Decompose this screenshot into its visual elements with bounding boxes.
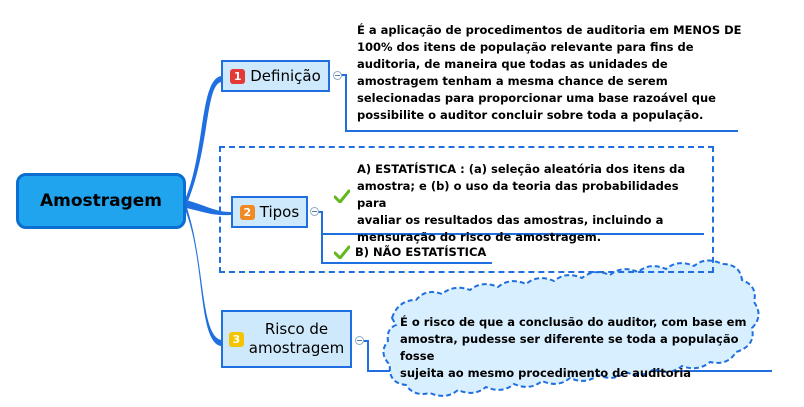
collapse-toggle-icon[interactable] xyxy=(310,207,319,216)
root-topic[interactable] xyxy=(16,173,186,229)
check-icon xyxy=(334,189,350,203)
collapse-toggle-icon[interactable] xyxy=(355,336,364,345)
subtopic-nao-estatistica[interactable]: B) NÃO ESTATÍSTICA xyxy=(355,245,487,259)
root-label: Amostragem xyxy=(39,191,163,211)
collapse-toggle-icon[interactable] xyxy=(333,71,342,80)
priority-1-icon: 1 xyxy=(230,69,245,84)
check-icon xyxy=(334,245,350,259)
topic-label: Definição xyxy=(250,66,321,85)
risco-note: É o risco de que a conclusão do auditor, com base em amostra, pudesse ser diferente se toda a população fosse sujeita ao mesmo procedimento de auditoria xyxy=(400,315,747,380)
topic-definicao[interactable] xyxy=(221,60,330,92)
topic-label: Tipos xyxy=(259,202,300,221)
definicao-note: É a aplicação de procedimentos de auditoria em MENOS DE 100% dos itens de população relevante para fins de auditoria, de maneira que todas as unidades de amostragem tenham a mesma chance de serem selecionadas para proporcionar uma base razoável que possibilite o auditor concluir sobre toda a população. xyxy=(357,23,742,122)
subtopic-estatistica[interactable]: A) ESTATÍSTICA : (a) seleção aleatória dos itens da amostra; e (b) o uso da teoria das probabilidades para avaliar os resultados das amostras, incluindo a mensuração do risco de amostragem. xyxy=(357,162,686,244)
topic-label: Risco de amostragem xyxy=(248,320,345,357)
topic-tipos[interactable] xyxy=(231,196,308,228)
topic-risco-de-amostragem[interactable] xyxy=(221,310,352,368)
priority-2-icon: 2 xyxy=(240,205,255,220)
priority-3-icon: 3 xyxy=(229,332,244,347)
